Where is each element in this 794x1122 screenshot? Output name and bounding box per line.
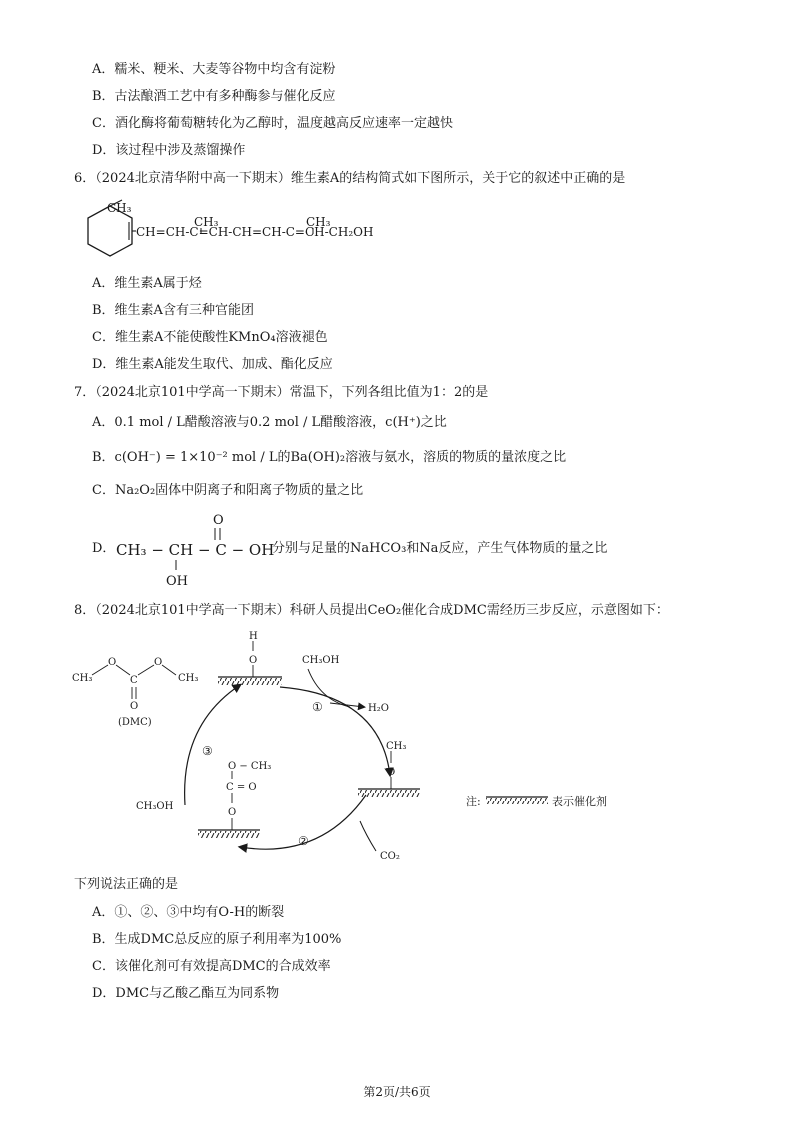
q8-option-b: B．生成DMC总反应的原子利用率为100% bbox=[92, 932, 342, 947]
q7-stem: 7．（2024北京101中学高一下期末）常温下，下列各组比值为1：2的是 bbox=[74, 385, 489, 400]
vitamin-chain: CH=CH-C=CH-CH=CH-C=CH-CH₂OH bbox=[136, 225, 374, 239]
top-h: H bbox=[249, 631, 258, 642]
q6-option-d: D．维生素A能发生取代、加成、酯化反应 bbox=[92, 357, 333, 372]
q7-option-b: B．c(OH⁻) = 1×10⁻² mol / L的Ba(OH)₂溶液与氨水，溶质的物质的量浓度之比 bbox=[92, 450, 567, 465]
branch-ch3-2: CH₃ bbox=[306, 215, 331, 229]
q7-option-d-prefix: D． bbox=[92, 541, 116, 556]
dmc-o2: O bbox=[154, 657, 163, 668]
q5-option-a: A．糯米、粳米、大麦等谷物中均含有淀粉 bbox=[92, 62, 336, 77]
h2o: H₂O bbox=[368, 703, 389, 714]
q7-option-a: A．0.1 mol / L醋酸溶液与0.2 mol / L醋酸溶液，c(H⁺)之比 bbox=[92, 415, 447, 430]
carbonyl-o: O bbox=[213, 513, 224, 528]
dmc-carbonyl-o: O bbox=[130, 701, 139, 712]
dmc-c: C bbox=[130, 675, 138, 686]
ch3oh-top: CH₃OH bbox=[302, 655, 340, 666]
mid-o-ch3: O − CH₃ bbox=[228, 761, 272, 772]
ring-ch3: CH₃ bbox=[107, 201, 132, 215]
page-footer: 第2页/共6页 bbox=[363, 1085, 431, 1099]
q5-option-b: B．古法酿酒工艺中有多种酶参与催化反应 bbox=[92, 89, 336, 104]
mid-o: O bbox=[228, 807, 237, 818]
mid-c: C = O bbox=[226, 782, 257, 793]
q6-stem: 6．（2024北京清华附中高一下期末）维生素A的结构简式如下图所示，关于它的叙述中正确的是 bbox=[74, 171, 626, 186]
dmc-o1: O bbox=[108, 657, 117, 668]
lactic-main: CH₃ − CH − C − OH bbox=[116, 541, 274, 559]
ch3oh-left: CH₃OH bbox=[136, 801, 174, 812]
step-1: ① bbox=[312, 700, 323, 714]
vitamin-a-structure bbox=[70, 198, 430, 268]
step-2: ② bbox=[298, 834, 309, 848]
co2: CO₂ bbox=[380, 851, 400, 862]
note-suffix: 表示催化剂 bbox=[552, 795, 607, 808]
step-3: ③ bbox=[202, 744, 213, 758]
right-o: O bbox=[387, 767, 396, 778]
q8-stem: 8．（2024北京101中学高一下期末）科研人员提出CeO₂催化合成DMC需经历三步反应，示意图如下： bbox=[74, 603, 669, 618]
q8-lead: 下列说法正确的是 bbox=[74, 877, 179, 892]
q6-option-c: C．维生素A不能使酸性KMnO₄溶液褪色 bbox=[92, 330, 328, 345]
q6-option-a: A．维生素A属于烃 bbox=[92, 276, 202, 291]
q5-option-d: D．该过程中涉及蒸馏操作 bbox=[92, 143, 246, 158]
q7-option-c: C．Na₂O₂固体中阴离子和阳离子物质的量之比 bbox=[92, 483, 364, 498]
dmc-label: (DMC) bbox=[118, 717, 152, 728]
dmc-reaction-diagram bbox=[70, 625, 670, 875]
q8-option-a: A．①、②、③中均有O-H的断裂 bbox=[92, 905, 285, 920]
note-prefix: 注: bbox=[466, 795, 481, 808]
q8-option-c: C．该催化剂可有效提高DMC的合成效率 bbox=[92, 959, 331, 974]
top-o: O bbox=[249, 655, 258, 666]
lactic-acid-structure bbox=[114, 510, 274, 590]
hydroxyl-oh: OH bbox=[166, 574, 188, 589]
q6-option-b: B．维生素A含有三种官能团 bbox=[92, 303, 254, 318]
dmc-right-ch3: CH₃ bbox=[178, 673, 199, 684]
right-ch3: CH₃ bbox=[386, 741, 407, 752]
q5-option-c: C．酒化酶将葡萄糖转化为乙醇时，温度越高反应速率一定越快 bbox=[92, 116, 453, 131]
branch-ch3-1: CH₃ bbox=[194, 215, 219, 229]
q8-option-d: D．DMC与乙酸乙酯互为同系物 bbox=[92, 986, 280, 1001]
q7-option-d-text: 分别与足量的NaHCO₃和Na反应，产生气体物质的量之比 bbox=[272, 541, 608, 556]
dmc-left-ch3: CH₃ bbox=[72, 673, 93, 684]
